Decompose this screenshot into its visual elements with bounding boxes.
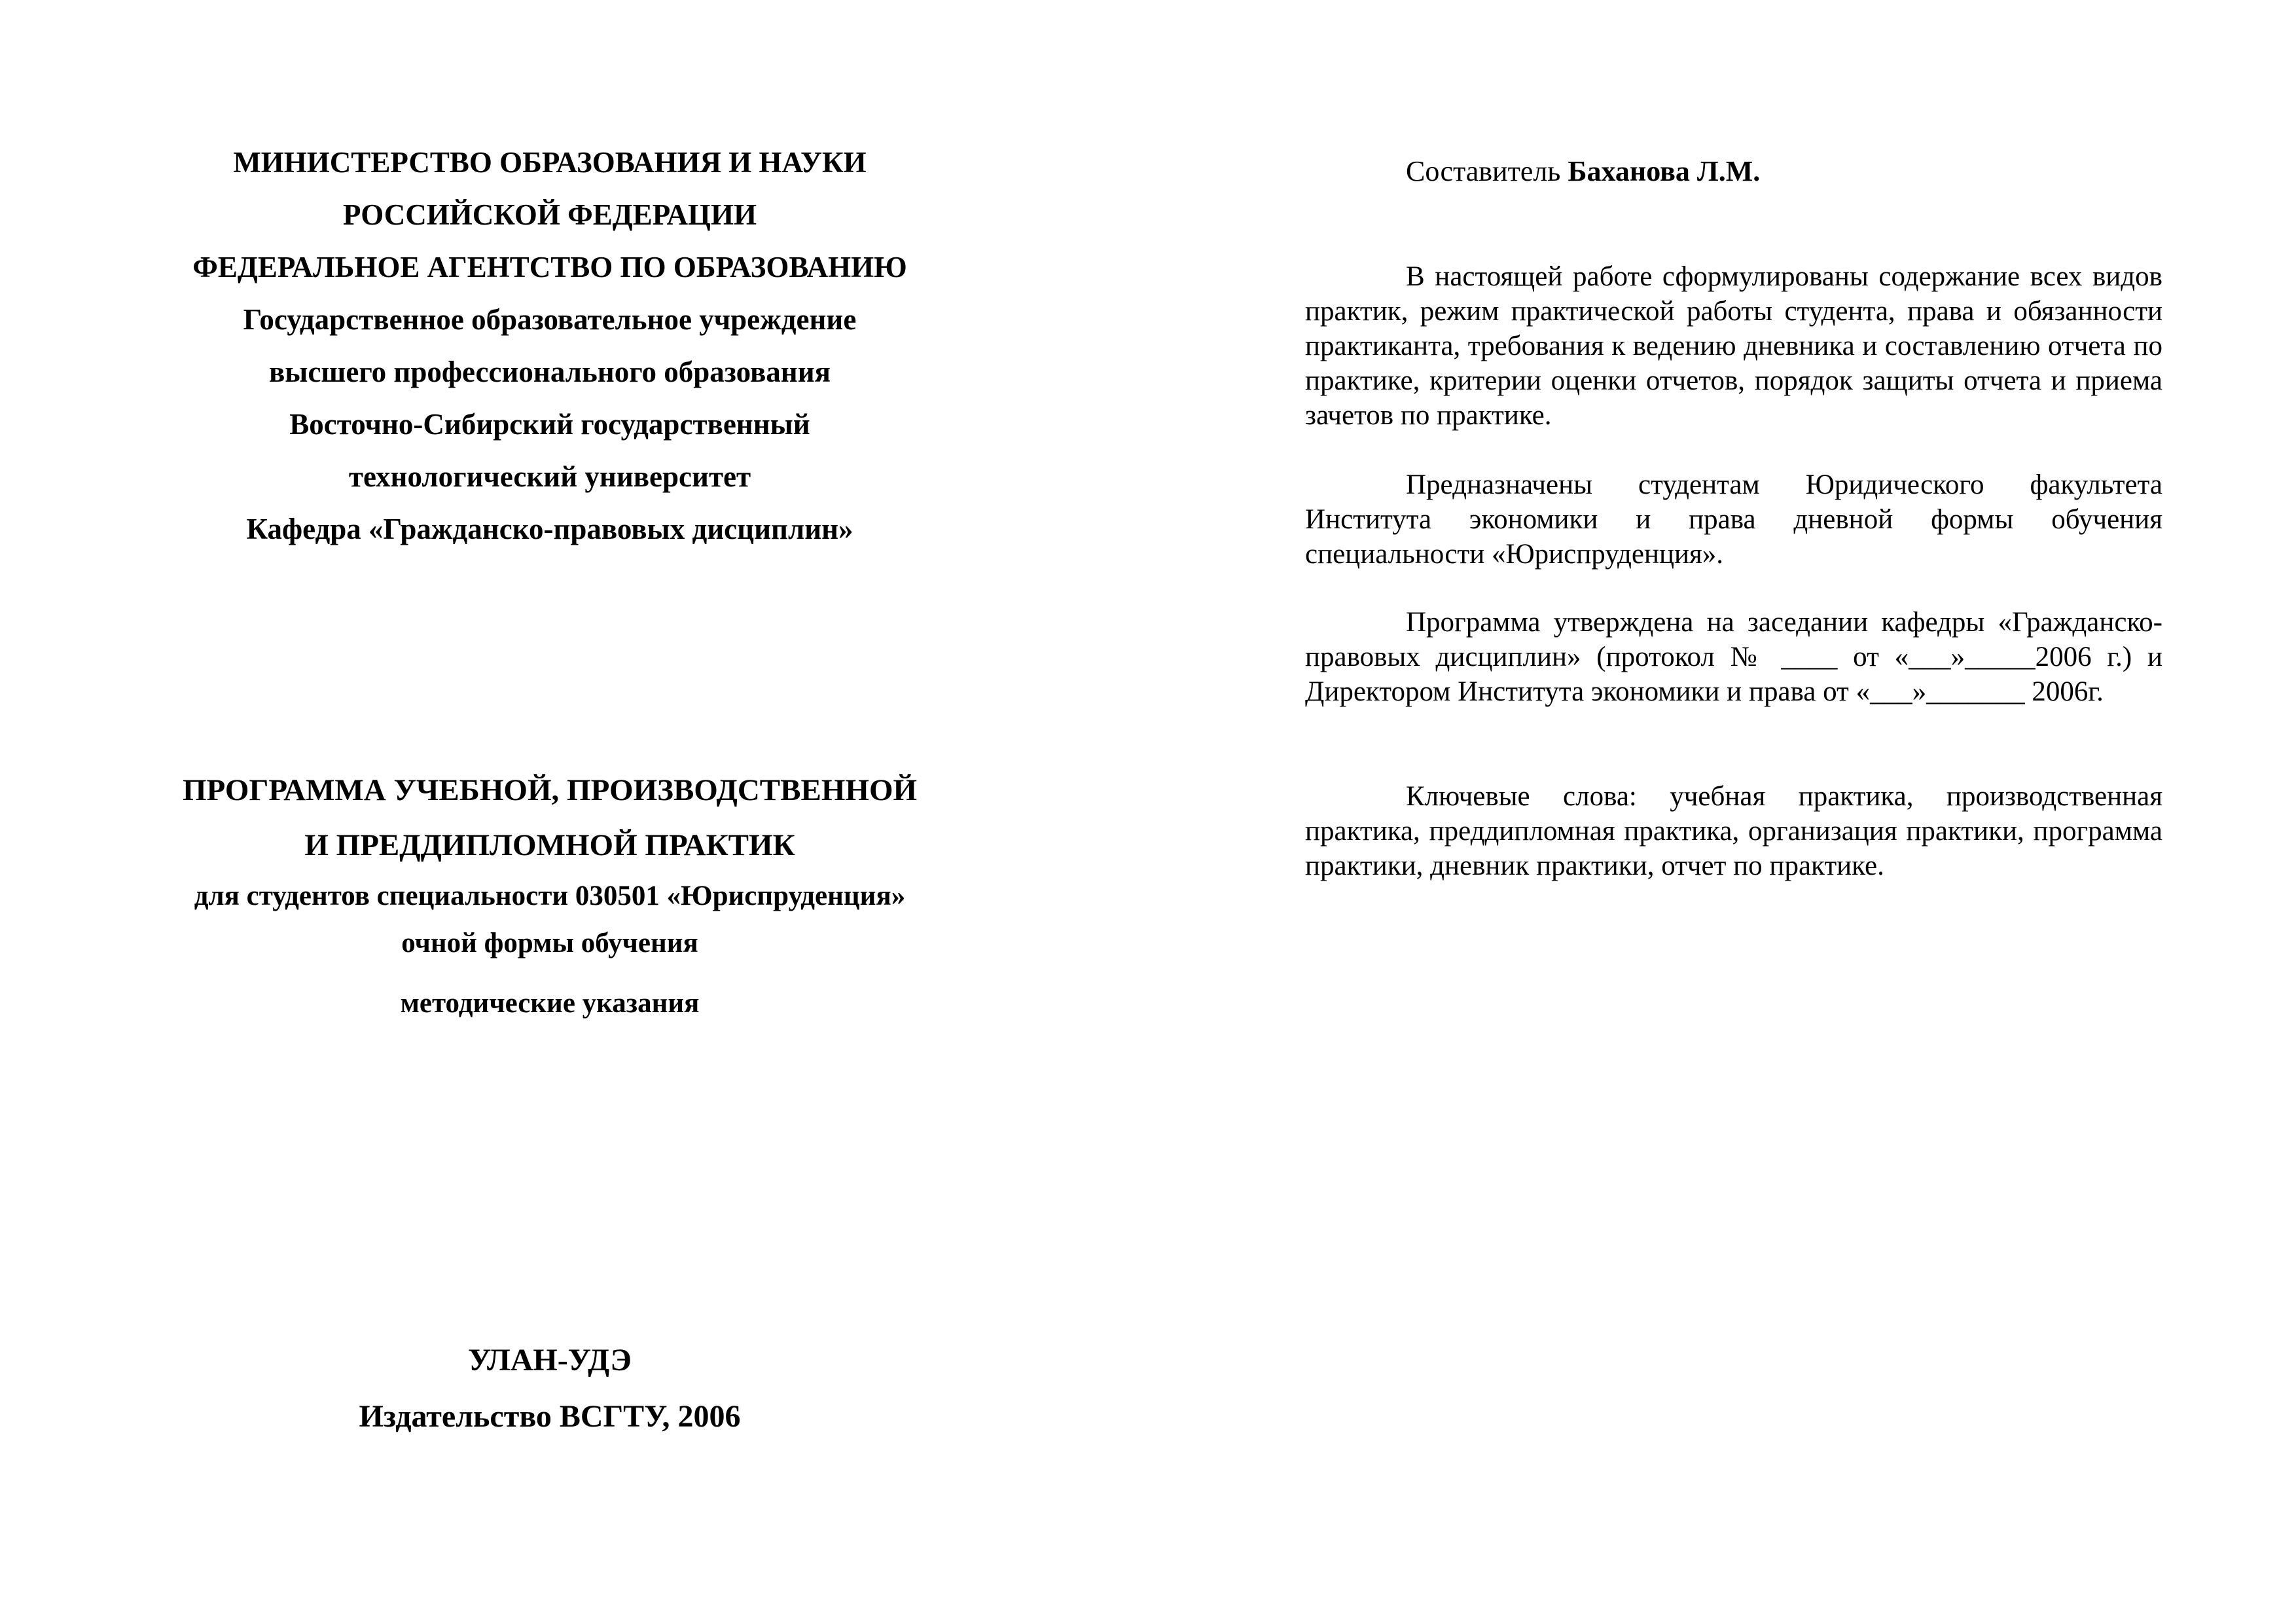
header-line-agency: ФЕДЕРАЛЬНОЕ АГЕНТСТВО ПО ОБРАЗОВАНИЮ (192, 251, 907, 283)
document-title-line-1: ПРОГРАММА УЧЕБНОЙ, ПРОИЗВОДСТВЕННОЙ (182, 773, 918, 807)
header-line-federation: РОССИЙСКОЙ ФЕДЕРАЦИИ (343, 198, 757, 231)
right-page (1148, 0, 2296, 1623)
header-line-university-name: Восточно-Сибирский государственный (289, 408, 810, 441)
document-title-line-2: И ПРЕДДИПЛОМНОЙ ПРАКТИК (304, 828, 795, 862)
publisher-line: Издательство ВСГТУ, 2006 (359, 1399, 741, 1434)
abstract-paragraph: В настоящей работе сформулированы содержание всех видов практик, режим практической работы студента, права и обязанности практиканта, требования к ведению дневника и составлению отчета по практике, критерии оценки отчетов, порядок защиты отчета и приема зачетов по практике. (1305, 261, 2162, 431)
header-line-education-level: высшего профессионального образования (268, 356, 831, 388)
institution-header (124, 136, 975, 555)
approval-paragraph: Программа утверждена на заседании кафедры «Гражданско-правовых дисциплин» (протокол № ____ от «___»_____2006 г.) и Директором Института экономики и права от «___»_______ 2006г. (1305, 607, 2162, 707)
document-type-line: методические указания (400, 988, 700, 1019)
header-line-institution-type: Государственное образовательное учреждение (243, 303, 857, 336)
keywords-paragraph: Ключевые слова: учебная практика, производственная практика, преддипломная практика, организация практики, программа практики, дневник практики, отчет по практике. (1305, 781, 2162, 881)
city-line: УЛАН-УДЭ (468, 1343, 632, 1377)
header-line-department: Кафедра «Гражданско-правовых дисциплин» (246, 513, 853, 545)
compiler-name: Баханова Л.М. (1568, 155, 1761, 187)
imprint-block (124, 1332, 975, 1445)
audience-line: для студентов специальности 030501 «Юриспруденция» (194, 881, 906, 911)
audience-paragraph: Предназначены студентам Юридического факультета Института экономики и права дневной формы обучения специальности «Юриспруденция». (1305, 469, 2162, 570)
document-title-block (124, 763, 975, 1027)
header-line-ministry: МИНИСТЕРСТВО ОБРАЗОВАНИЯ И НАУКИ (233, 146, 867, 179)
header-line-university-type: технологический университет (348, 460, 751, 493)
study-form-line: очной формы обучения (401, 928, 698, 958)
compiler-line (1406, 155, 1760, 188)
compiler-label: Составитель (1406, 155, 1568, 187)
